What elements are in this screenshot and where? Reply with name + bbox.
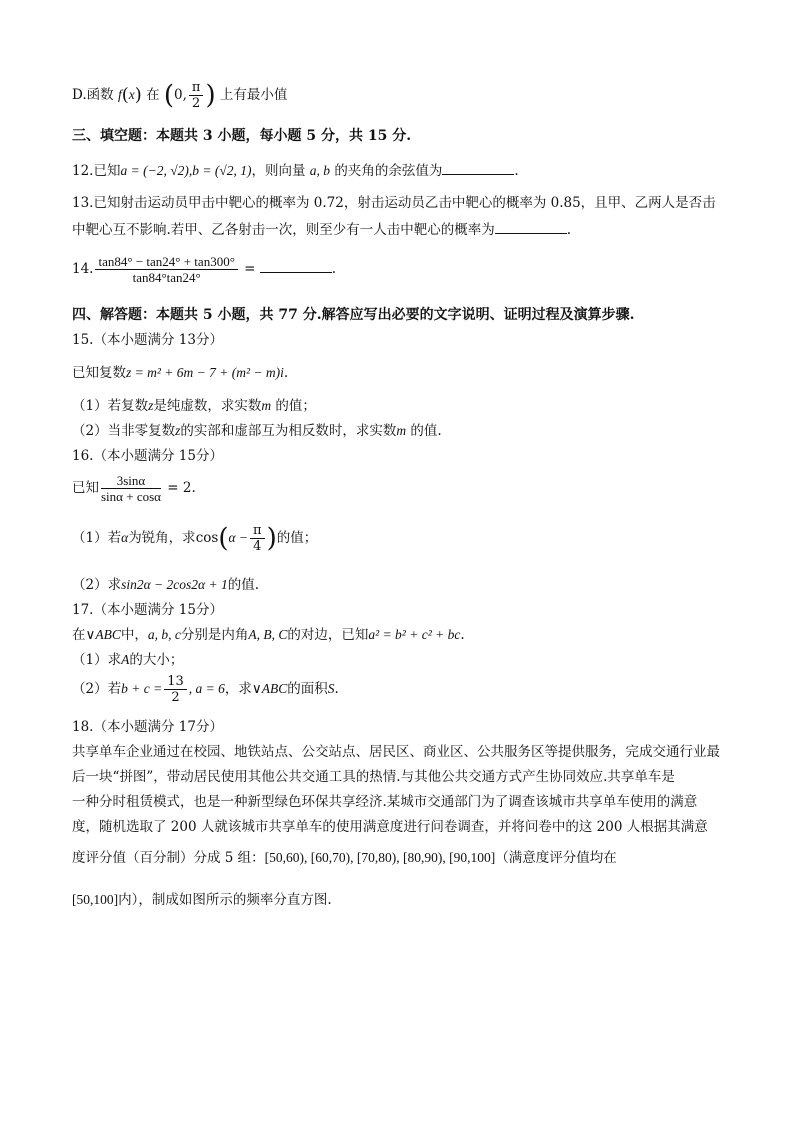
question-18-line-4: 度，随机选取了 200 人就该城市共享单车的使用满意度进行问卷调查，并将问卷中的这 200 人根据其满意 bbox=[72, 819, 708, 835]
question-18-line-5: 度评分值（百分制）分成 5 组：[50,60), [60,70), [70,80), [80,90), [90,100]（满意度评分值均在 bbox=[72, 850, 617, 866]
question-13-line-2: 中靶心互不影响.若甲、乙各射击一次，则至少有一人击中靶心的概率为 . bbox=[72, 219, 734, 240]
question-18-line-6: [50,100]内），制成如图所示的频率分直方图. bbox=[72, 892, 332, 908]
answer-blank-14 bbox=[260, 258, 332, 273]
section-4-title: 四、解答题：本题共 5 小题，共 77 分.解答应写出必要的文字说明、证明过程及演算步骤. bbox=[72, 307, 635, 323]
fraction-13-over-2: $\frac{13}{2}$ bbox=[164, 674, 187, 705]
vectors-ab: a, b bbox=[309, 163, 331, 178]
question-17-stem: 在∨ABC中，a, b, c分别是内角A, B, C的对边，已知a² = b² + c² + bc. bbox=[72, 627, 465, 643]
fraction-q16: $\frac{3\sin\alpha}{\sin\alpha + \cos\alpha}$ bbox=[101, 473, 161, 504]
func-f: f bbox=[117, 87, 122, 102]
question-17-part-2: （2）若b + c = $\frac{13}{2}$ , a = 6，求∨ABC的面积S. bbox=[72, 674, 339, 705]
answer-blank-13 bbox=[495, 219, 567, 234]
question-15-part-2: （2）当非零复数z的实部和虚部互为相反数时，求实数m 的值. bbox=[72, 423, 442, 439]
vector-a-value: a = (−2, √2), bbox=[120, 163, 193, 178]
question-18-line-1: 共享单车企业通过在校园、地铁站点、公交站点、居民区、商业区、公共服务区等提供服务，完成交通行业最 bbox=[72, 744, 720, 760]
answer-blank-12 bbox=[442, 160, 514, 175]
question-12: 12.已知a = (−2, √2),b = (√2, 1)，则向量 a, b 的夹角的余弦值为 . bbox=[72, 160, 734, 181]
fraction-pi-over-4: $\frac{\pi}{4}$ bbox=[250, 523, 265, 554]
question-15-header: 15.（本小题满分 13分） bbox=[72, 332, 223, 348]
fraction-pi-over-2: $\frac{\pi}{2}$ bbox=[189, 80, 204, 111]
question-14: 14. $\frac{\tan 84^\circ - \tan 24^\circ + \tan 300^\circ}{\tan 84^\circ\tan 24^\circ}$ = . bbox=[72, 254, 337, 285]
section-3-title: 三、填空题：本题共 3 小题，每小题 5 分，共 15 分. bbox=[72, 128, 412, 144]
vector-b-value: b = (√2, 1) bbox=[192, 163, 252, 178]
complex-z-definition: z = m² + 6m − 7 + (m² − m)i bbox=[126, 365, 284, 380]
question-16-part-1: （1）若α为锐角，求cos(α − $\frac{\pi}{4}$ )的值； bbox=[72, 523, 318, 554]
option-d: D.函数 f(x) 在 (0, $\frac{\pi}{2}$ ) 上有最小值 bbox=[72, 80, 288, 111]
question-18-header: 18.（本小题满分 17分） bbox=[72, 719, 223, 735]
fraction-q14: $\frac{\tan 84^\circ - \tan 24^\circ + \tan 300^\circ}{\tan 84^\circ\tan 24^\circ}$ bbox=[95, 254, 237, 285]
question-15-part-1: （1）若复数z是纯虚数，求实数m 的值； bbox=[72, 398, 316, 414]
question-17-part-1: （1）求A的大小； bbox=[72, 652, 184, 668]
question-18-line-3: 一种分时租赁模式，也是一种新型绿色环保共享经济.某城市交通部门为了调查该城市共享单车使用的满意 bbox=[72, 794, 698, 810]
question-17-header: 17.（本小题满分 15分） bbox=[72, 602, 223, 618]
question-16-stem: 已知 $\frac{3\sin\alpha}{\sin\alpha + \cos\alpha}$ = 2. bbox=[72, 473, 196, 504]
question-13-line-1: 13.已知射击运动员甲击中靶心的概率为 0.72，射击运动员乙击中靶心的概率为 0.85，且甲、乙两人是否击 bbox=[72, 195, 716, 211]
question-16-part-2: （2）求sin2α − 2cos2α + 1的值. bbox=[72, 577, 260, 593]
question-15-stem: 已知复数z = m² + 6m − 7 + (m² − m)i. bbox=[72, 365, 289, 381]
question-18-line-2: 后一块“拼图”，带动居民使用其他公共交通工具的热情.与其他公共交通方式产生协同效应.共享单车是 bbox=[72, 769, 675, 785]
question-16-header: 16.（本小题满分 15分） bbox=[72, 448, 223, 464]
